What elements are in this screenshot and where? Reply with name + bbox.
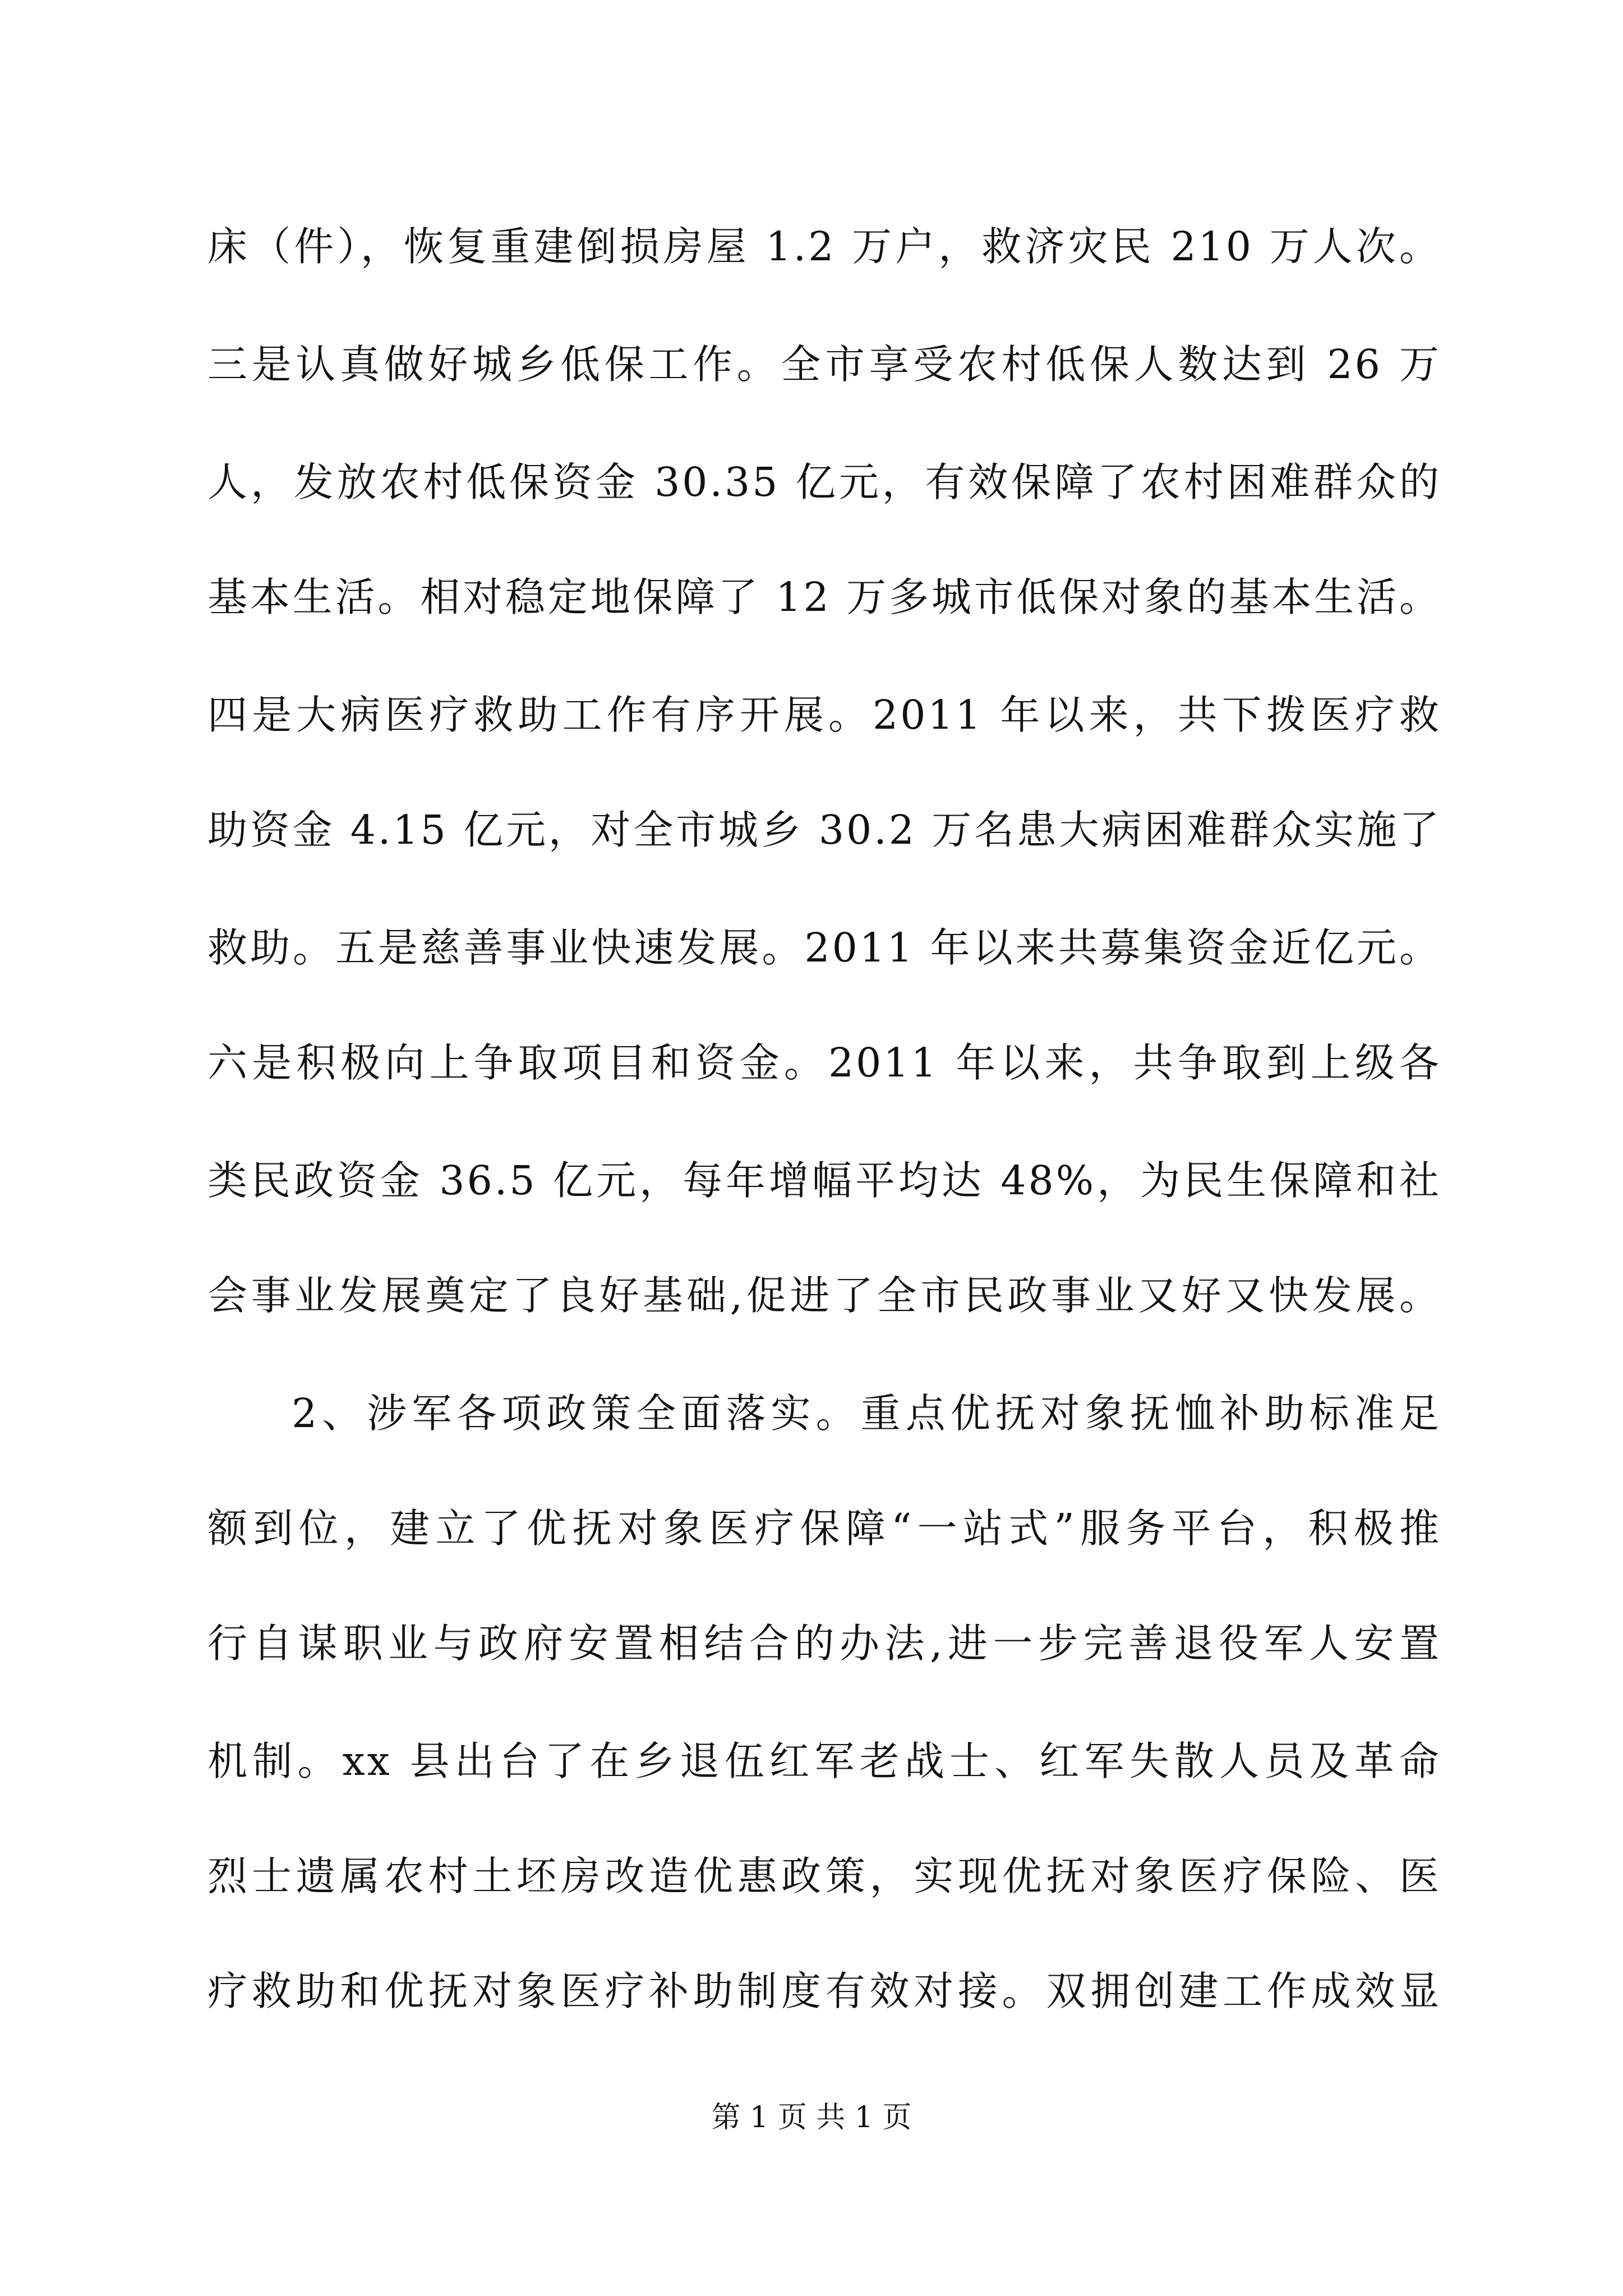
- text-line: 六是积极向上争取项目和资金。2011 年以来，共争取到上级各: [208, 1039, 1441, 1086]
- text-line: 三是认真做好城乡低保工作。全市享受农村低保人数达到 26 万: [208, 341, 1441, 388]
- text-line: 床（件），恢复重建倒损房屋 1.2 万户，救济灾民 210 万人次。: [208, 223, 1441, 270]
- paragraph-2-first-line: 2、涉军各项政策全面落实。重点优抚对象抚恤补助标准足: [292, 1390, 1441, 1437]
- text-line: 基本生活。相对稳定地保障了 12 万多城市低保对象的基本生活。: [208, 574, 1441, 620]
- text-line: 疗救助和优抚对象医疗补助制度有效对接。双拥创建工作成效显: [208, 1968, 1441, 2014]
- text-line: 救助。五是慈善事业快速发展。2011 年以来共募集资金近亿元。: [208, 924, 1441, 971]
- text-line: 烈士遗属农村土坯房改造优惠政策，实现优抚对象医疗保险、医: [208, 1853, 1441, 1899]
- page-footer: 第 1 页 共 1 页: [711, 2101, 912, 2134]
- text-line: 会事业发展奠定了良好基础,促进了全市民政事业又好又快发展。: [208, 1272, 1441, 1319]
- text-line: 行自谋职业与政府安置相结合的办法,进一步完善退役军人安置: [208, 1620, 1441, 1667]
- text-line: 四是大病医疗救助工作有序开展。2011 年以来，共下拨医疗救: [208, 692, 1441, 738]
- text-line: 助资金 4.15 亿元，对全市城乡 30.2 万名患大病困难群众实施了: [208, 807, 1441, 853]
- text-line: 类民政资金 36.5 亿元，每年增幅平均达 48%，为民生保障和社: [208, 1157, 1441, 1204]
- text-line: 人，发放农村低保资金 30.35 亿元，有效保障了农村困难群众的: [208, 459, 1441, 505]
- text-line: 机制。xx 县出台了在乡退伍红军老战士、红军失散人员及革命: [208, 1738, 1441, 1784]
- text-line: 额到位，建立了优抚对象医疗保障“一站式”服务平台，积极推: [208, 1505, 1441, 1552]
